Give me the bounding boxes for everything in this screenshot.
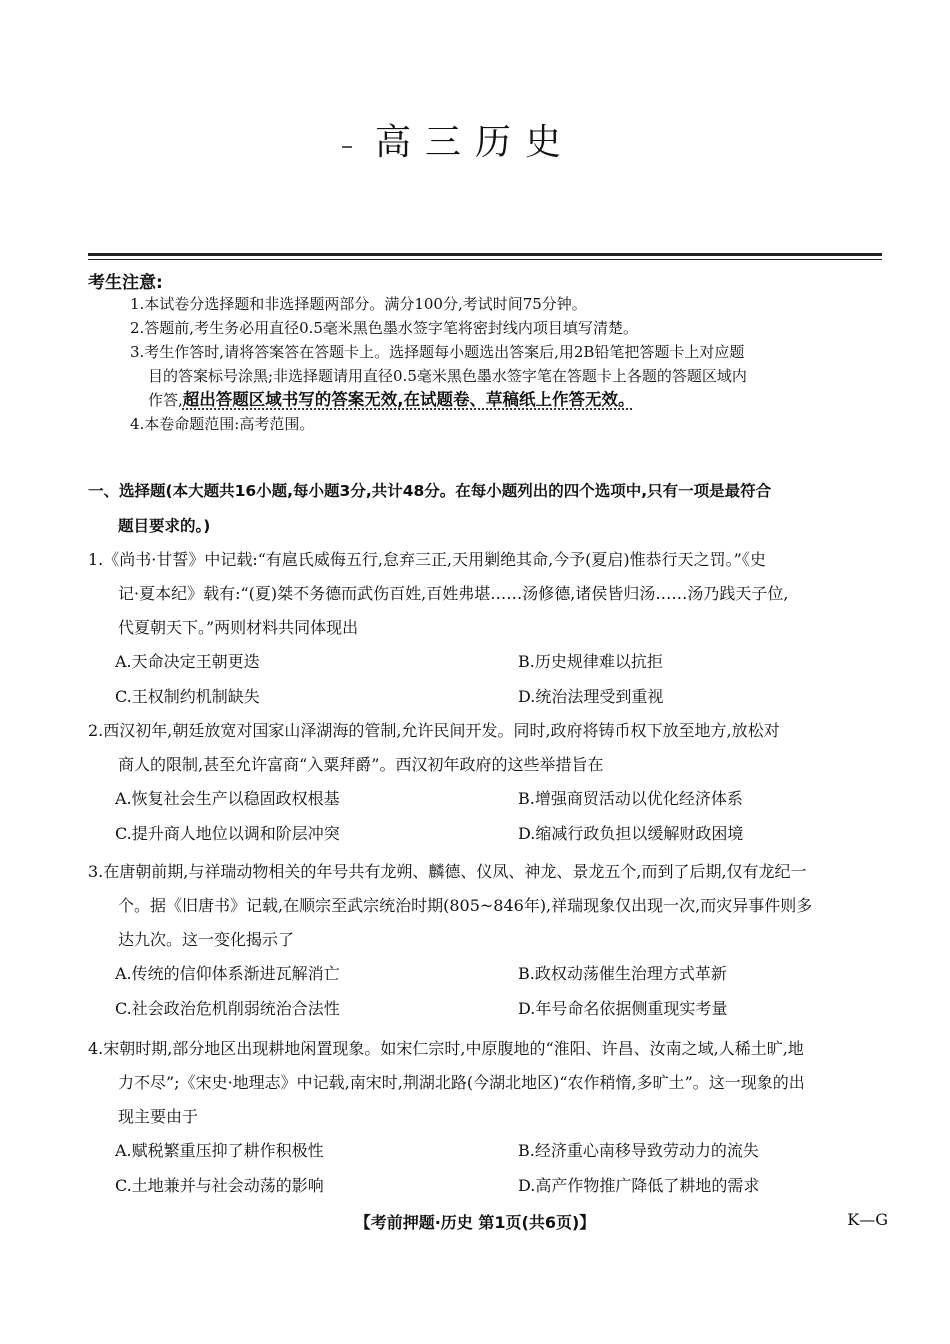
page-title: 高三历史 [374, 122, 575, 163]
notice-item: 4.本卷命题范围:高考范围。 [130, 415, 315, 433]
option-a: A.恢复社会生产以稳固政权根基 [115, 789, 340, 808]
question-options [88, 1134, 888, 1204]
question-4 [88, 1032, 888, 1204]
paper-code: K—G [847, 1210, 888, 1229]
option-a: A.传统的信仰体系渐进瓦解消亡 [115, 964, 340, 983]
header-divider-thick [88, 253, 882, 256]
option-c: C.提升商人地位以调和阶层冲突 [115, 824, 340, 843]
option-d: D.统治法理受到重视 [518, 687, 664, 706]
question-stem-line: 2.西汉初年,朝廷放宽对国家山泽湖海的管制,允许民间开发。同时,政府将铸币权下放至地方,放松对 [88, 721, 780, 740]
question-options [88, 957, 888, 1027]
option-d: D.缩减行政负担以缓解财政困境 [518, 824, 744, 843]
page-footer: 【考前押题·历史 第1页(共6页)】 [354, 1213, 596, 1232]
section-heading-line: 题目要求的。) [118, 517, 211, 535]
notice-item: 目的答案标号涂黑;非选择题请用直径0.5毫米黑色墨水签字笔在答题卡上各题的答题区域内 [148, 367, 747, 385]
question-stem-line: 代夏朝天下。”两则材料共同体现出 [118, 618, 359, 637]
question-options [88, 645, 888, 715]
question-stem-line: 个。据《旧唐书》记载,在顺宗至武宗统治时期(805~846年),祥瑞现象仅出现一次,而灾异事件则多 [118, 896, 813, 915]
question-options [88, 782, 888, 852]
option-a: A.赋税繁重压抑了耕作积极性 [115, 1141, 324, 1160]
option-a: A.天命决定王朝更迭 [115, 652, 260, 671]
option-c: C.土地兼并与社会动荡的影响 [115, 1176, 324, 1195]
notice-item: 2.答题前,考生务必用直径0.5毫米黑色墨水签字笔将密封线内项目填写清楚。 [130, 319, 638, 337]
notice-item-prefix: 作答, [148, 391, 183, 409]
question-stem-line: 力不尽”;《宋史·地理志》中记载,南宋时,荆湖北路(今湖北地区)“农作稍惰,多旷土”。这一现象的出 [118, 1073, 805, 1092]
section-heading-line: 一、选择题(本大题共16小题,每小题3分,共计48分。在每小题列出的四个选项中,只有一项是最符合 [88, 482, 772, 500]
question-3 [88, 855, 888, 1027]
notice-warning: 超出答题区域书写的答案无效,在试题卷、草稿纸上作答无效。 [182, 390, 635, 409]
section-heading [88, 474, 888, 544]
question-stem-line: 4.宋朝时期,部分地区出现耕地闲置现象。如宋仁宗时,中原腹地的“淮阳、许昌、汝南之域,人稀土旷,地 [88, 1039, 804, 1058]
question-stem-line: 1.《尚书·甘誓》中记载:“有扈氏威侮五行,怠弃三正,天用剿绝其命,今予(夏启)惟恭行天之罚。”《史 [88, 550, 766, 569]
option-c: C.王权制约机制缺失 [115, 687, 260, 706]
question-stem-line: 达九次。这一变化揭示了 [118, 930, 295, 949]
notice-item: 1.本试卷分选择题和非选择题两部分。满分100分,考试时间75分钟。 [130, 295, 587, 313]
option-b: B.增强商贸活动以优化经济体系 [518, 789, 743, 808]
option-b: B.政权动荡催生治理方式革新 [518, 964, 727, 983]
option-b: B.经济重心南移导致劳动力的流失 [518, 1141, 759, 1160]
option-b: B.历史规律难以抗拒 [518, 652, 663, 671]
question-stem-line: 商人的限制,甚至允许富商“入粟拜爵”。西汉初年政府的这些举措旨在 [118, 755, 604, 774]
option-d: D.高产作物推广降低了耕地的需求 [518, 1176, 760, 1195]
question-2 [88, 714, 888, 852]
question-stem-line: 现主要由于 [118, 1107, 199, 1126]
notice-heading: 考生注意: [88, 273, 163, 293]
option-d: D.年号命名依据侧重现实考量 [518, 999, 728, 1018]
header-divider-thin [88, 259, 882, 260]
option-c: C.社会政治危机削弱统治合法性 [115, 999, 340, 1018]
question-stem-line: 3.在唐朝前期,与祥瑞动物相关的年号共有龙朔、麟德、仪凤、神龙、景龙五个,而到了后期,仅有龙纪一 [88, 862, 807, 881]
notice-item: 3.考生作答时,请将答案答在答题卡上。选择题每小题选出答案后,用2B铅笔把答题卡上对应题 [130, 343, 745, 361]
question-1 [88, 543, 888, 715]
question-stem-line: 记·夏本纪》载有:“(夏)桀不务德而武伤百姓,百姓弗堪……汤修德,诸侯皆归汤……汤乃践天子位, [118, 584, 789, 603]
notice-list [130, 292, 890, 436]
notice-item [130, 388, 890, 412]
